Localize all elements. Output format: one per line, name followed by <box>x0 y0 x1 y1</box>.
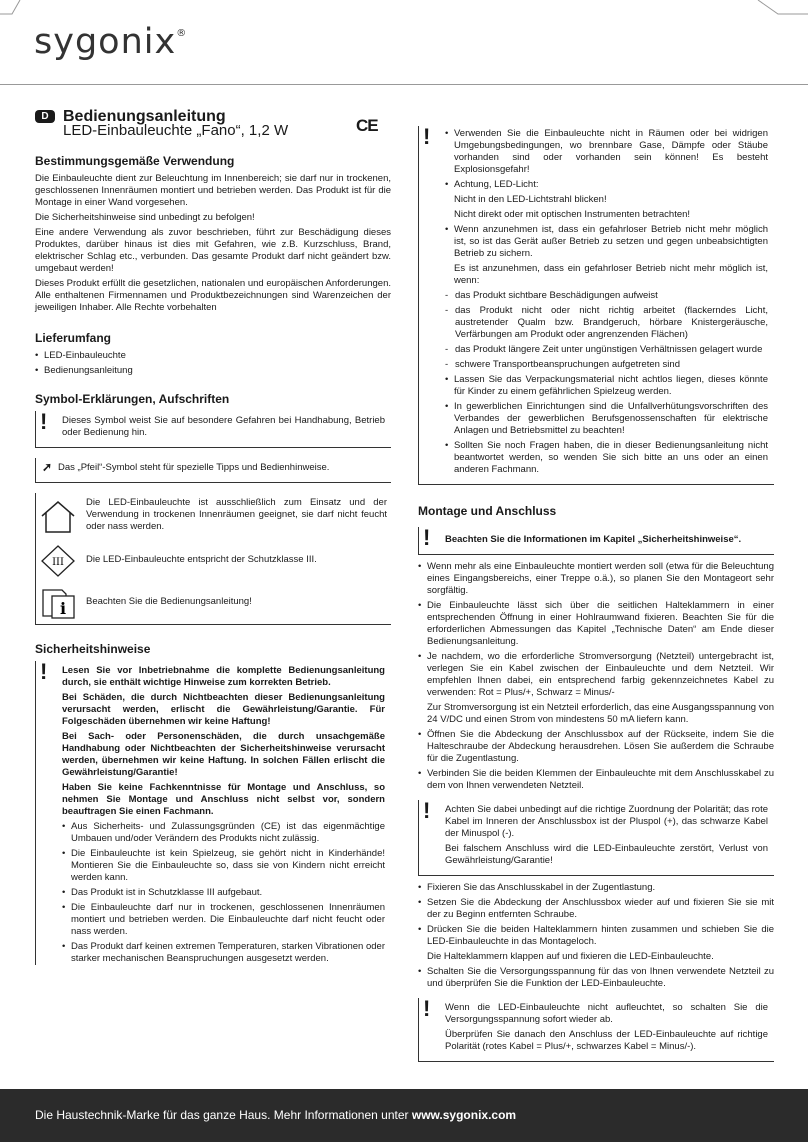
section-title-symbols: Symbol-Erklärungen, Aufschriften <box>35 392 230 406</box>
mounting-warning-box <box>418 527 774 555</box>
warning-text: Bei falschem Anschluss wird die LED-Einbauleuchte zerstört, Verlust von Gewährleistung/Garantie! <box>445 843 768 866</box>
paragraph: Zur Stromversorgung ist ein Netzteil erforderlich, das eine Ausgangsspannung von 24 V/DC und einen Strom von mindestens 50 mA liefern kann. <box>427 702 774 725</box>
bold-paragraph: Lesen Sie vor Inbetriebnahme die komplette Bedienungsanleitung durch, sie enthält wichtige Hinweise zum korrekten Betrieb. <box>62 665 385 688</box>
list-item: • Setzen Sie die Abdeckung der Anschlussbox wieder auf und fixieren Sie sie mit der zu Beginn entfernten Schraube. <box>418 897 774 921</box>
mounting-list <box>418 966 774 990</box>
list-item: • Verbinden Sie die beiden Klemmen der Einbauleuchte mit dem Anschlusskabel zu dem von Ihnen verwendeten Netzteil. <box>418 768 774 792</box>
warning-box <box>35 411 391 448</box>
section-title-mounting: Montage und Anschluss <box>418 504 557 518</box>
safety-box <box>35 661 391 965</box>
exclamation-icon: ! <box>423 525 431 550</box>
paragraph: Die Halteklammern klappen auf und fixieren die LED-Einbauleuchte. <box>427 951 714 962</box>
symbol-row-manual <box>40 586 387 620</box>
paragraph: Es ist anzunehmen, dass ein gefahrloser Betrieb nicht mehr möglich ist, wenn: <box>454 263 768 286</box>
section-title-scope: Lieferumfang <box>35 331 112 345</box>
bold-paragraph: Bei Sach- oder Personenschäden, die durch unsachgemäße Handhabung oder Nichtbeachten der Sicherheitshinweise verursacht werden, übernehmen wir keine Haftung. In solchen Fällen erlischt die Gewährleistung/Garantie! <box>62 731 385 778</box>
paragraph: Nicht in den LED-Lichtstrahl blicken! <box>454 194 607 205</box>
bold-paragraph: Haben Sie keine Fachkenntnisse für Montage und Anschluss, so nehmen Sie Montage und Anschluss nicht selbst vor, sondern beauftragen Sie einen Fachmann. <box>62 782 385 817</box>
list-item: • Verwenden Sie die Einbauleuchte nicht in Räumen oder bei widrigen Umgebungsbedingungen, wo brennbare Gase, Dämpfe oder Stäube vorhanden sind oder vorhanden sein können! Es besteht Explosionsgefahr! <box>445 128 768 176</box>
manual-icon <box>40 586 76 620</box>
bold-paragraph: Bei Schäden, die durch Nichtbeachten dieser Bedienungsanleitung verursacht werden, erlischt die Gewährleistung/Garantie. Für Folgeschäden übernehmen wir keine Haftung! <box>62 692 385 727</box>
title-text: Bedienungsanleitung <box>63 107 226 125</box>
protection-class-icon <box>40 544 76 578</box>
paragraph: Nicht direkt oder mit optischen Instrumenten betrachten! <box>454 209 691 220</box>
warning-text: Wenn die LED-Einbauleuchte nicht aufleuchtet, so schalten Sie die Versorgungsspannung sofort wieder ab. <box>445 1002 768 1025</box>
exclamation-icon: ! <box>423 996 431 1021</box>
list-item: • Die Einbauleuchte ist kein Spielzeug, sie gehört nicht in Kinderhände! Montieren Sie die Einbauleuchte so, dass sie von Kindern nicht erreicht werden kann. <box>62 848 385 884</box>
list-item: • Drücken Sie die beiden Halteklammern hinten zusammen und schieben Sie die LED-Einbauleuchte in das Montageloch. <box>418 924 774 948</box>
list-item: • Bedienungsanleitung <box>35 365 391 377</box>
paragraph: Dieses Produkt erfüllt die gesetzlichen, nationalen und europäischen Anforderungen. Alle enthaltenen Firmennamen und Produktbezeichnungen sind Warenzeichen der jeweiligen Inhaber. Alle Rechte vorbehalten <box>35 278 391 313</box>
exclamation-icon: ! <box>423 124 431 149</box>
list-item: • Wenn anzunehmen ist, dass ein gefahrloser Betrieb nicht mehr möglich ist, so ist das Gerät außer Betrieb zu setzen und gegen unbeabsichtigten Betrieb zu sichern. <box>445 224 768 260</box>
list-item: • Das Produkt darf keinen extremen Temperaturen, starken Vibrationen oder starker mechanischen Beanspruchungen ausgesetzt werden. <box>62 941 385 965</box>
list-item: - das Produkt längere Zeit unter ungünstigen Verhältnissen gelagert wurde <box>445 344 768 356</box>
list-item: • Aus Sicherheits- und Zulassungsgründen (CE) ist das eigenmächtige Umbauen und/oder Verändern des Produkts nicht zulässig. <box>62 821 385 845</box>
house-icon <box>40 500 76 534</box>
list-item: • Wenn mehr als eine Einbauleuchte montiert werden soll (etwa für die Beleuchtung eines Eingangsbereichs, einer Treppe o.ä.), so planen Sie den Montageort sehr sorgfältig. <box>418 561 774 597</box>
footer-text: Die Haustechnik-Marke für das ganze Haus. Mehr Informationen unter www.sygonix.com <box>35 1108 517 1122</box>
ce-mark: CE <box>356 116 378 135</box>
mounting-list <box>418 882 774 948</box>
list-item: • Schalten Sie die Versorgungsspannung für das von Ihnen verwendete Netzteil zu und überprüfen Sie die Funktion der LED-Einbauleuchte. <box>418 966 774 990</box>
language-badge: D <box>35 110 55 123</box>
svg-text:III: III <box>52 557 64 568</box>
list-item: • Fixieren Sie das Anschlusskabel in der Zugentlastung. <box>418 882 774 894</box>
exclamation-icon: ! <box>40 659 48 684</box>
header-divider <box>0 84 808 85</box>
product-subtitle: LED-Einbauleuchte „Fano“, 1,2 W <box>63 122 289 139</box>
list-item: - schwere Transportbeanspruchungen aufgetreten sind <box>445 359 768 371</box>
symbol-row-indoor <box>40 497 387 536</box>
arrow-icon: ➚ <box>42 460 53 474</box>
paragraph: Eine andere Verwendung als zuvor beschrieben, führt zur Beschädigung dieses Produktes, darüber hinaus ist dies mit Gefahren, wie z.B. Kurzschluss, Brand, elektrischer Schlag etc., verbunden. Das gesamte Produkt darf nicht geändert bzw. umgebaut werden! <box>35 227 391 274</box>
polarity-warning-box <box>418 800 774 876</box>
tip-box <box>35 458 391 483</box>
left-column <box>35 107 391 971</box>
corner-mark <box>0 0 40 20</box>
footer-bar <box>0 1089 808 1142</box>
section-title-safety: Sicherheitshinweise <box>35 642 151 656</box>
right-column <box>418 122 774 1068</box>
symbol-row-class3 <box>40 544 387 578</box>
list-item: • Die Einbauleuchte lässt sich über die seitlichen Halteklammern in einer entsprechenden Öffnung in einer Hohlraumwand fixieren. Beachten Sie für die erforderlichen Abmessungen das Kapitel „Technische Daten“ am Ende dieser Bedienungsanleitung. <box>418 600 774 648</box>
list-item: - das Produkt nicht oder nicht richtig arbeitet (flackerndes Licht, austretender Qualm bzw. Brandgeruch, hörbare Knistergeräusche, Verfärbungen am Produkt oder angrenzenden Flächen) <box>445 305 768 341</box>
section-title-usage: Bestimmungsgemäße Verwendung <box>35 154 235 168</box>
brand-logo: sygonix® <box>34 22 188 62</box>
warning-text: Achten Sie dabei unbedingt auf die richtige Zuordnung der Polarität; das rote Kabel im Inneren der Anschlussbox ist der Pluspol (+), das schwarze Kabel der Minuspol (-). <box>445 804 768 839</box>
list-item: • Lassen Sie das Verpackungsmaterial nicht achtlos liegen, dieses könnte für Kinder zu einem gefährlichen Spielzeug werden. <box>445 374 768 398</box>
list-item: • LED-Einbauleuchte <box>35 350 391 362</box>
exclamation-icon: ! <box>40 409 48 434</box>
check-warning-box <box>418 998 774 1062</box>
mounting-list <box>418 561 774 699</box>
list-item: • Achtung, LED-Licht: <box>445 179 768 191</box>
svg-text:i: i <box>59 599 67 618</box>
list-item: • Das Produkt ist in Schutzklasse III aufgebaut. <box>62 887 385 899</box>
paragraph: Die Einbauleuchte dient zur Beleuchtung im Innenbereich; sie darf nur in trockenen, geschlossenen Innenräumen montiert und betrieben werden. Das Produkt ist für die Montage in einer Wand vorgesehen. <box>35 173 391 208</box>
warning-text: Beachten Sie die Informationen im Kapitel „Sicherheitshinweise“. <box>445 534 742 545</box>
safety-list-continued <box>445 128 768 191</box>
warning-text: Überprüfen Sie danach den Anschluss der LED-Einbauleuchte auf richtige Polarität (rotes Kabel = Plus/+, schwarzes Kabel = Minus/-). <box>445 1029 768 1052</box>
list-item: • In gewerblichen Einrichtungen sind die Unfallverhütungsvorschriften des Verbandes der gewerblichen Berufsgenossenschaften für elektrische Anlagen und Betriebsmittel zu beachten! <box>445 401 768 437</box>
list-item: • Sollten Sie noch Fragen haben, die in dieser Bedienungsanleitung nicht beantwortet werden, so wenden Sie sich bitte an uns oder an einen anderen Fachmann. <box>445 440 768 476</box>
mounting-list <box>418 729 774 792</box>
footer-link[interactable]: www.sygonix.com <box>411 1108 517 1122</box>
list <box>445 374 768 476</box>
scope-list <box>35 350 391 377</box>
safety-list <box>62 821 385 965</box>
safety-box-continued <box>418 126 774 485</box>
warning-text: Dieses Symbol weist Sie auf besondere Gefahren bei Handhabung, Betrieb oder Bedienung hin. <box>62 415 385 438</box>
corner-mark-right <box>748 0 808 20</box>
symbol-text: Die LED-Einbauleuchte entspricht der Schutzklasse III. <box>86 553 317 565</box>
list <box>445 224 768 260</box>
symbol-text: Beachten Sie die Bedienungsanleitung! <box>86 595 252 607</box>
list-item: - das Produkt sichtbare Beschädigungen aufweist <box>445 290 768 302</box>
tip-text: Das „Pfeil“-Symbol steht für spezielle Tipps und Bedienhinweise. <box>58 462 330 473</box>
paragraph: Die Sicherheitshinweise sind unbedingt zu befolgen! <box>35 212 255 223</box>
list-item: • Je nachdem, wo die erforderliche Stromversorgung (Netzteil) untergebracht ist, verlegen Sie ein Kabel zwischen der Einbauleuchte und dem Netzteil. Wir empfehlen Ihnen dabei, ein entsprechend farbig gekennzeichnetes Kabel zu verwenden: Rot = Plus/+, Schwarz = Minus/- <box>418 651 774 699</box>
list-item: • Die Einbauleuchte darf nur in trockenen, geschlossenen Innenräumen montiert und betrieben werden. Die Einbauleuchte darf nicht feucht oder nass werden. <box>62 902 385 938</box>
dash-list <box>445 290 768 371</box>
exclamation-icon: ! <box>423 798 431 823</box>
list-item: • Öffnen Sie die Abdeckung der Anschlussbox auf der Rückseite, indem Sie die Halteschraube der Abdeckung herausdrehen. Lösen Sie außerdem die Schraube für die Zugentlastung. <box>418 729 774 765</box>
symbol-box <box>35 493 391 625</box>
symbol-text: Die LED-Einbauleuchte ist ausschließlich zum Einsatz und der Verwendung in trockenen Innenräumen geeignet, sie darf nicht feucht oder nass werden. <box>86 497 387 532</box>
